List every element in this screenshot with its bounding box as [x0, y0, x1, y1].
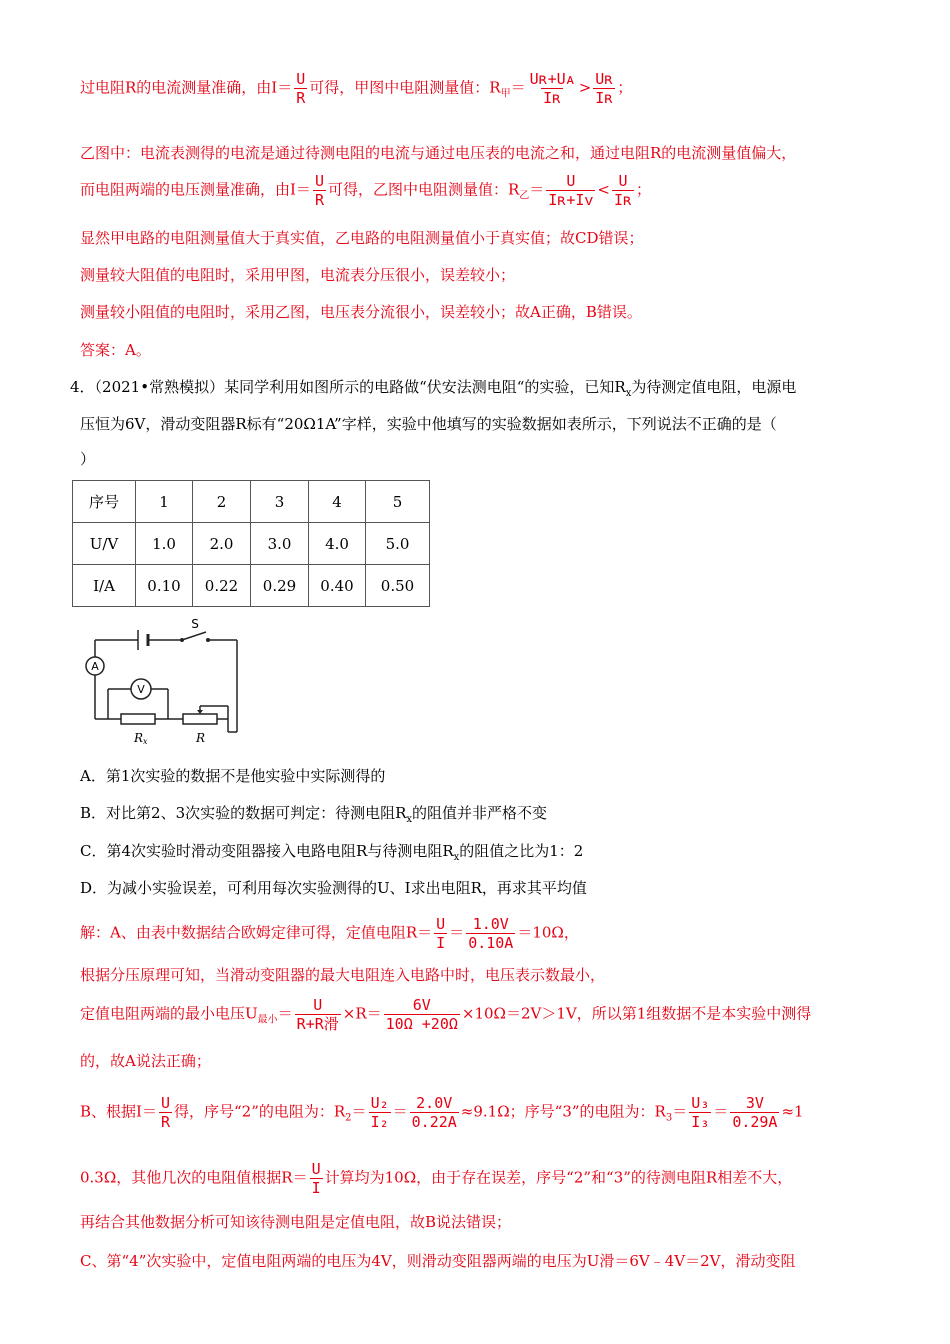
table-cell: 0.40 [309, 565, 366, 607]
option-c [80, 840, 583, 869]
table-header-cell: 1 [136, 481, 193, 523]
denominator: Iʀ [543, 89, 562, 107]
numerator: Uʀ+Uᴀ [529, 70, 575, 88]
table-cell: 0.50 [366, 565, 430, 607]
text: 的阻值之比为1：2 [459, 842, 584, 860]
fraction-6v-over-30ohm [384, 996, 460, 1033]
fraction-1v-over-010a [466, 915, 515, 952]
sol4-line2: 根据分压原理可知，当滑动变阻器的最大电阻连入电路中时，电压表示数最小， [80, 966, 606, 984]
text: 0.3Ω，其他几次的电阻值根据R＝ [80, 1168, 308, 1187]
text: > [578, 78, 592, 97]
numerator: 1.0V [472, 915, 509, 933]
text: ≈9.1Ω；序号“3”的电阻为：R [460, 1102, 666, 1121]
fraction-u2-over-i2 [369, 1094, 391, 1131]
numerator: Uʀ [595, 70, 614, 88]
table-cell: 4.0 [309, 523, 366, 565]
table-header-cell: 4 [309, 481, 366, 523]
denominator: I₃ [691, 1113, 710, 1131]
sol4-line1 [80, 915, 579, 952]
denominator: R [314, 191, 324, 209]
table-header-cell: 5 [366, 481, 430, 523]
text: ≈1 [781, 1102, 804, 1121]
ammeter-label: A [91, 660, 99, 673]
fraction-u-over-ir [612, 172, 634, 209]
fraction-u-over-r [159, 1094, 172, 1131]
text: C．第4次实验时滑动变阻器接入电路电阻R与待测电阻R [80, 842, 454, 860]
table-row [73, 565, 430, 607]
denominator: 10Ω +20Ω [385, 1015, 458, 1033]
q4-line1 [70, 376, 796, 405]
table-cell: I/A [73, 565, 136, 607]
numerator: 6V [412, 996, 431, 1014]
table-header-cell: 3 [251, 481, 309, 523]
text: ×R＝ [342, 1004, 382, 1023]
subscript: 3 [665, 1112, 673, 1124]
circuit-diagram [78, 614, 248, 749]
numerator: 3V [745, 1094, 764, 1112]
subscript: x [625, 388, 632, 399]
sol4-line5 [80, 1094, 804, 1131]
denominator: 0.29A [732, 1113, 778, 1131]
text: ； [636, 180, 652, 199]
text: ＝10Ω， [517, 923, 579, 942]
table-row [73, 523, 430, 565]
fraction-2v-over-022a [410, 1094, 459, 1131]
r-label: R [196, 731, 206, 745]
numerator: U₂ [370, 1094, 389, 1112]
table-cell: 2.0 [193, 523, 251, 565]
battery-icon [138, 630, 148, 650]
text: 为待测定值电阻，电源电 [631, 378, 797, 396]
text: ＝ [510, 78, 526, 97]
table-header-cell: 序号 [73, 481, 136, 523]
q4-line2: 压恒为6V，滑动变阻器R标有“20Ω1A”字样，实验中他填写的实验数据如表所示，下列说法不正确的是（ [80, 415, 777, 433]
switch-label: S [191, 617, 199, 631]
table-cell: 0.22 [193, 565, 251, 607]
text: ＝ [351, 1102, 367, 1121]
text: 过电阻R的电流测量准确，由I＝ [80, 78, 293, 97]
denominator: I [436, 934, 446, 952]
fraction-ur-over-ir [593, 70, 615, 107]
fraction-u-over-r-rslide [295, 996, 341, 1033]
rheostat-icon [183, 714, 217, 724]
denominator: R [160, 1113, 170, 1131]
option-a: A．第1次实验的数据不是他实验中实际测得的 [80, 767, 386, 785]
text: 计算均为10Ω，由于存在误差，序号“2”和“3”的待测电阻R相差不大， [324, 1168, 793, 1187]
data-table [72, 480, 430, 607]
table-cell: 1.0 [136, 523, 193, 565]
text: 可得，乙图中电阻测量值：R [327, 180, 520, 199]
text: B、根据I＝ [80, 1102, 157, 1121]
denominator: 0.10A [468, 934, 514, 952]
text: ； [617, 78, 633, 97]
numerator: U [160, 1094, 170, 1112]
numerator: U [296, 70, 306, 88]
sol3-line3 [80, 172, 651, 209]
fraction-u-over-r [294, 70, 307, 107]
resistor-rx-icon [121, 714, 155, 724]
subscript: 乙 [519, 190, 530, 202]
table-cell: 3.0 [251, 523, 309, 565]
fraction-u-over-ir-iv [546, 172, 595, 209]
fraction-u3-over-i3 [689, 1094, 711, 1131]
text: 而电阻两端的电压测量准确，由I＝ [80, 180, 311, 199]
fraction-3v-over-029a [730, 1094, 779, 1131]
text: 4．（2021•常熟模拟）某同学利用如图所示的电路做“伏安法测电阻“的实验，已知R [70, 378, 626, 396]
voltmeter-label: V [137, 683, 145, 696]
answer-3: 答案：A。 [80, 341, 151, 359]
text: ×10Ω＝2V＞1V，所以第1组数据不是本实验中测得 [461, 1004, 812, 1023]
text: 可得，甲图中电阻测量值：R [309, 78, 501, 97]
numerator: U [313, 996, 323, 1014]
sol3-line6: 测量较小阻值的电阻时，采用乙图，电压表分流很小，误差较小；故A正确，B错误。 [80, 303, 642, 321]
numerator: U [566, 172, 576, 190]
sol3-line5: 测量较大阻值的电阻时，采用甲图，电流表分压很小，误差较小； [80, 266, 516, 284]
subscript: 2 [345, 1112, 352, 1124]
table-header-cell: 2 [193, 481, 251, 523]
denominator: Iʀ [595, 89, 614, 107]
subscript: 最小 [257, 1014, 278, 1026]
text: 解：A、由表中数据结合欧姆定律可得，定值电阻R＝ [80, 923, 433, 942]
denominator: R [296, 89, 306, 107]
text: ＝ [529, 180, 545, 199]
numerator: U [311, 1160, 321, 1178]
denominator: I [311, 1179, 321, 1197]
denominator: Iʀ [613, 191, 633, 209]
sol3-line1 [80, 70, 632, 107]
text: ＝ [672, 1102, 688, 1121]
text: B．对比第2、3次实验的数据可判定：待测电阻R [80, 804, 407, 822]
text: ＝ [449, 923, 465, 942]
denominator: I₂ [370, 1113, 389, 1131]
table-cell: 0.10 [136, 565, 193, 607]
text: < [597, 180, 610, 199]
sol3-line2: 乙图中：电流表测得的电流是通过待测电阻的电流与通过电压表的电流之和，通过电阻R的电流测量值偏大， [80, 144, 797, 162]
rx-label: Rx [134, 731, 148, 746]
option-d: D．为减小实验误差，可利用每次实验测得的U、I求出电阻R，再求其平均值 [80, 879, 587, 897]
switch-icon [180, 632, 210, 642]
table-row [73, 481, 430, 523]
text: ＝ [392, 1102, 408, 1121]
fraction-u-over-i [310, 1160, 323, 1197]
sol4-line8: C、第“4”次实验中，定值电阻两端的电压为4V，则滑动变阻器两端的电压为U滑＝6V﹣4V＝2V，滑动变阻 [80, 1252, 796, 1270]
text: 得，序号“2”的电阻为：R [173, 1102, 346, 1121]
denominator: R+R滑 [296, 1015, 339, 1033]
table-cell: 5.0 [366, 523, 430, 565]
table-cell: 0.29 [251, 565, 309, 607]
numerator: U [618, 172, 628, 190]
sol4-line3 [80, 996, 811, 1033]
sol4-line7: 再结合其他数据分析可知该待测电阻是定值电阻，故B说法错误； [80, 1213, 512, 1231]
text: ＝ [713, 1102, 729, 1121]
subscript: 甲 [500, 88, 511, 100]
fraction-ur-ua-over-ir [528, 70, 577, 107]
denominator: Iʀ+Iᴠ [548, 191, 594, 209]
numerator: 2.0V [416, 1094, 453, 1112]
sol4-line6 [80, 1160, 792, 1197]
sol4-line4: 的，故A说法正确； [80, 1052, 211, 1070]
fraction-u-over-i [434, 915, 447, 952]
subscript: x [406, 814, 413, 825]
numerator: U [314, 172, 324, 190]
text: ＝ [277, 1004, 293, 1023]
numerator: U₃ [691, 1094, 710, 1112]
q4-line3: ） [80, 450, 96, 468]
option-b [80, 802, 547, 831]
fraction-u-over-r [313, 172, 326, 209]
denominator: 0.22A [411, 1113, 457, 1131]
sol3-line4: 显然甲电路的电阻测量值大于真实值，乙电路的电阻测量值小于真实值；故CD错误； [80, 229, 644, 247]
text: 定值电阻两端的最小电压U [80, 1004, 258, 1023]
numerator: U [436, 915, 446, 933]
text: 的阻值并非严格不变 [412, 804, 548, 822]
table-cell: U/V [73, 523, 136, 565]
subscript: x [453, 852, 460, 863]
